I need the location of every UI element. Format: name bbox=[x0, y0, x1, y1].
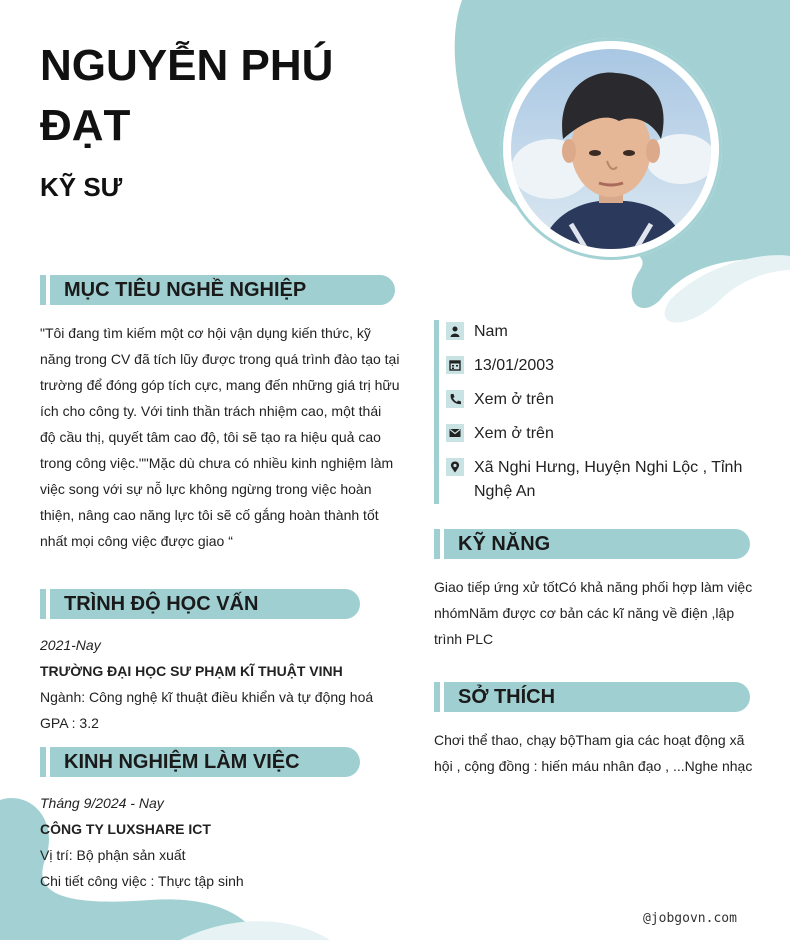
education-period: 2021-Nay bbox=[40, 637, 101, 653]
candidate-name: NGUYỄN PHÚ ĐẠT bbox=[40, 41, 334, 150]
email-value: Xem ở trên bbox=[474, 425, 554, 442]
watermark: @jobgovn.com bbox=[643, 911, 737, 926]
education-gpa: GPA : 3.2 bbox=[40, 715, 99, 731]
mail-icon bbox=[446, 424, 464, 442]
experience-block bbox=[40, 790, 420, 894]
education-major: Ngành: Công nghệ kĩ thuật điều khiển và tự động hoá bbox=[40, 689, 374, 705]
contact-accent-bar bbox=[434, 320, 439, 504]
objective-text: "Tôi đang tìm kiếm một cơ hội vận dụng kiến thức, kỹ năng trong CV đã tích lũy được trong quá trình đào tạo tại trường để đóng góp tích cực, mang đến những giá trị hữu ích cho công ty. Với tinh thần trách nhiệm cao, một thái độ cầu thị, quyết tâm cao độ, tôi sẽ tạo ra hiệu quả cao trong công việc.""Mặc dù chưa có nhiều kinh nghiệm làm việc song với sự nỗ lực không ngừng trong việc hoàn thiện, nâng cao năng lực tôi sẽ cố gắng hoàn thành tốt nhất mọi công việc được giao “ bbox=[40, 325, 400, 549]
contact-gender bbox=[446, 320, 754, 344]
avatar bbox=[511, 49, 711, 249]
job-title: KỸ SƯ bbox=[40, 172, 123, 202]
experience-details: Chi tiết công việc : Thực tập sinh bbox=[40, 873, 244, 889]
experience-heading: KINH NGHIỆM LÀM VIỆC bbox=[40, 747, 360, 777]
contact-phone bbox=[446, 388, 754, 412]
person-icon bbox=[446, 322, 464, 340]
gender-value: Nam bbox=[474, 323, 508, 340]
skills-text: Giao tiếp ứng xử tốtCó khả năng phối hợp làm việc nhómNăm được cơ bản các kĩ năng về điện ,lập trình PLC bbox=[434, 579, 753, 647]
contact-address bbox=[446, 456, 754, 504]
location-pin-icon bbox=[446, 458, 464, 476]
hobbies-heading: SỞ THÍCH bbox=[434, 682, 750, 712]
education-block bbox=[40, 632, 420, 736]
experience-period: Tháng 9/2024 - Nay bbox=[40, 795, 164, 811]
company-name: CÔNG TY LUXSHARE ICT bbox=[40, 821, 211, 837]
phone-icon bbox=[446, 390, 464, 408]
birthday-value: 13/01/2003 bbox=[474, 357, 555, 374]
school-name: TRƯỜNG ĐẠI HỌC SƯ PHẠM KĨ THUẬT VINH bbox=[40, 663, 343, 679]
experience-position: Vị trí: Bộ phận sản xuất bbox=[40, 847, 186, 863]
skills-heading: KỸ NĂNG bbox=[434, 529, 750, 559]
contact-email bbox=[446, 422, 754, 446]
hobbies-text: Chơi thể thao, chạy bộTham gia các hoạt động xã hội , cộng đồng : hiến máu nhân đạo , ...Nghe nhạc bbox=[434, 732, 753, 774]
objective-heading: MỤC TIÊU NGHỀ NGHIỆP bbox=[40, 275, 395, 305]
education-heading: TRÌNH ĐỘ HỌC VẤN bbox=[40, 589, 360, 619]
address-value: Xã Nghi Hưng, Huyện Nghi Lộc , Tỉnh Nghệ An bbox=[474, 459, 743, 500]
contact-birthday bbox=[446, 354, 754, 378]
calendar-icon bbox=[446, 356, 464, 374]
phone-value: Xem ở trên bbox=[474, 391, 554, 408]
